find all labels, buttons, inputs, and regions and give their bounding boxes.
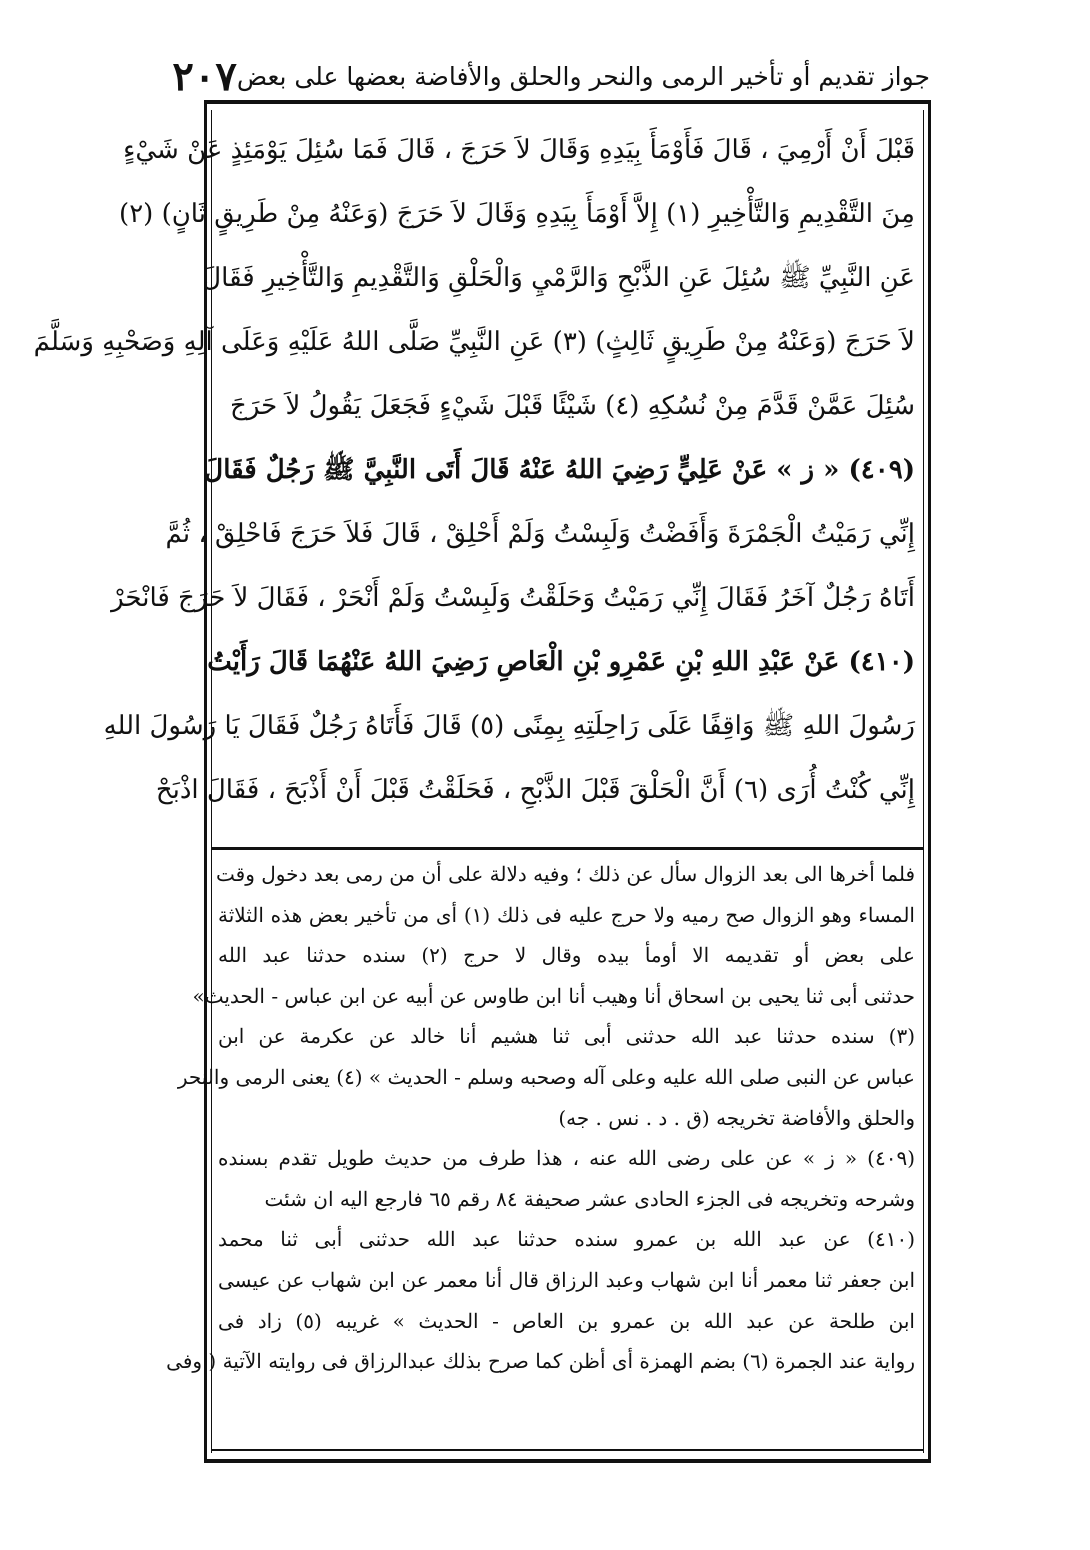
footnote-line: حدثنى أبى ثنا يحيى بن اسحاق أنا وهيب أنا ابن طاوس عن أبيه عن ابن عباس - الحديث» xyxy=(192,983,915,1008)
footnote-line: رواية عند الجمرة (٦) بضم الهمزة أى أظن كما صرح بذلك عبدالرزاق فى روايته الآتية ( وفى xyxy=(166,1349,915,1374)
text-line: مِنَ التَّقْدِيمِ وَالتَّأْخِيرِ (١) إِلاَّ أَوْمَأَ بِيَدِهِ وَقَالَ لاَ حَرَجَ (وَعَنْهُ مِنْ طَرِيقٍ ثَانٍ) (٢) xyxy=(119,199,915,229)
footnote-line: وشرحه وتخريجه فى الجزء الحادى عشر صحيفة ٨٤ رقم ٦٥ فارجع اليه ان شئت xyxy=(264,1186,915,1211)
footnote-line: ابن طلحة عن عبد الله بن عمرو بن العاص - الحديث » غريبه (٥) زاد فى xyxy=(218,1308,915,1333)
main-text-block xyxy=(33,118,915,822)
text-line: إِنِّي رَمَيْتُ الْجَمْرَةَ وَأَفَضْتُ وَلَبِسْتُ وَلَمْ أَحْلِقْ ، قَالَ فَلاَ حَرَجَ فَاحْلِقْ ، ثُمَّ xyxy=(165,519,915,549)
page-number: ٢٠٧ xyxy=(172,52,237,100)
text-line: عَنِ النَّبِيِّ ﷺ سُئِلَ عَنِ الذَّبْحِ وَالرَّمْيِ وَالْحَلْقِ وَالتَّقْدِيمِ وَالتَّأْخِيرِ فَقَالَ xyxy=(202,263,915,293)
footnote-line: على بعض أو تقديمه الا أومأ بيده وقال لا حرج (٢) سنده حدثنا عبد الله xyxy=(218,943,915,968)
text-line: سُئِلَ عَمَّنْ قَدَّمَ مِنْ نُسُكِهِ (٤) شَيْئًا قَبْلَ شَيْءٍ فَجَعَلَ يَقُولُ لاَ حَرَجَ xyxy=(230,391,915,421)
footnote-line: (٤٠٩) « ز » عن على رضى الله عنه ، هذا طرف من حديث طويل تقدم بسنده xyxy=(218,1146,915,1171)
footnotes-block xyxy=(166,854,915,1382)
hadith-410-line: (٤١٠) عَنْ عَبْدِ اللهِ بْنِ عَمْرِو بْنِ الْعَاصِ رَضِيَ اللهُ عَنْهُمَا قَالَ رَأَيْتُ xyxy=(207,647,915,677)
text-line: رَسُولَ اللهِ ﷺ وَاقِفًا عَلَى رَاحِلَتِهِ بِمِنًى (٥) قَالَ فَأَتَاهُ رَجُلٌ فَقَالَ يَا رَسُولَ اللهِ xyxy=(103,711,915,741)
text-line: إِنِّي كُنْتُ أُرَى (٦) أَنَّ الْحَلْقَ قَبْلَ الذَّبْحِ ، فَحَلَقْتُ قَبْلَ أَنْ أَذْبَحَ ، فَقَالَ اذْبَحْ xyxy=(155,775,915,805)
running-header xyxy=(172,50,930,102)
running-title: جواز تقديم أو تأخير الرمى والنحر والحلق والأفاضة بعضها على بعض xyxy=(236,61,930,91)
text-line: قَبْلَ أَنْ أَرْمِيَ ، قَالَ فَأَوْمَأَ بِيَدِهِ وَقَالَ لاَ حَرَجَ ، قَالَ فَمَا سُئِلَ يَوْمَئِذٍ عَنْ شَيْءٍ xyxy=(123,135,915,165)
footnote-line: (٤١٠) عن عبد الله بن عمرو سنده حدثنا عبد الله حدثنى أبى ثنا محمد xyxy=(218,1227,915,1252)
footnote-line: عباس عن النبى صلى الله عليه وعلى آله وصحبه وسلم - الحديث » (٤) يعنى الرمى والنحر xyxy=(177,1064,915,1089)
bottom-rule xyxy=(212,1449,924,1451)
footnote-separator xyxy=(212,847,924,850)
hadith-409-line: (٤٠٩) « ز » عَنْ عَلِيٍّ رَضِيَ اللهُ عَنْهُ قَالَ أَتَى النَّبِيَّ ﷺ رَجُلٌ فَقَالَ xyxy=(204,455,915,485)
footnote-line: والحلق والأفاضة تخريجه (ق . د . نس . جه) xyxy=(558,1105,915,1130)
footnote-line: ابن جعفر ثنا معمر أنا ابن شهاب وعبد الرزاق قال أنا معمر عن ابن شهاب عن عيسى xyxy=(218,1267,915,1292)
footnote-line: (٣) سنده حدثنا عبد الله حدثنى أبى ثنا هشيم أنا خالد عن عكرمة عن ابن xyxy=(218,1024,915,1049)
footnote-line: المساء وهو الزوال صح رميه ولا حرج عليه فى ذلك (١) أى من تأخير بعض هذه الثلاثة xyxy=(218,902,915,927)
footnote-line: فلما أخرها الى بعد الزوال سأل عن ذلك ؛ وفيه دلالة على أن من رمى بعد دخول وقت xyxy=(216,862,915,886)
text-line: أَتَاهُ رَجُلٌ آخَرُ فَقَالَ إِنِّي رَمَيْتُ وَحَلَقْتُ وَلَبِسْتُ وَلَمْ أَنْحَرْ ، فَقَالَ لاَ حَرَجَ فَانْحَرْ xyxy=(111,583,915,613)
text-line: لاَ حَرَجَ (وَعَنْهُ مِنْ طَرِيقٍ ثَالِثٍ) (٣) عَنِ النَّبِيِّ صَلَّى اللهُ عَلَيْهِ وَعَلَى آلِهِ وَصَحْبِهِ وَسَلَّمَ xyxy=(33,327,915,357)
